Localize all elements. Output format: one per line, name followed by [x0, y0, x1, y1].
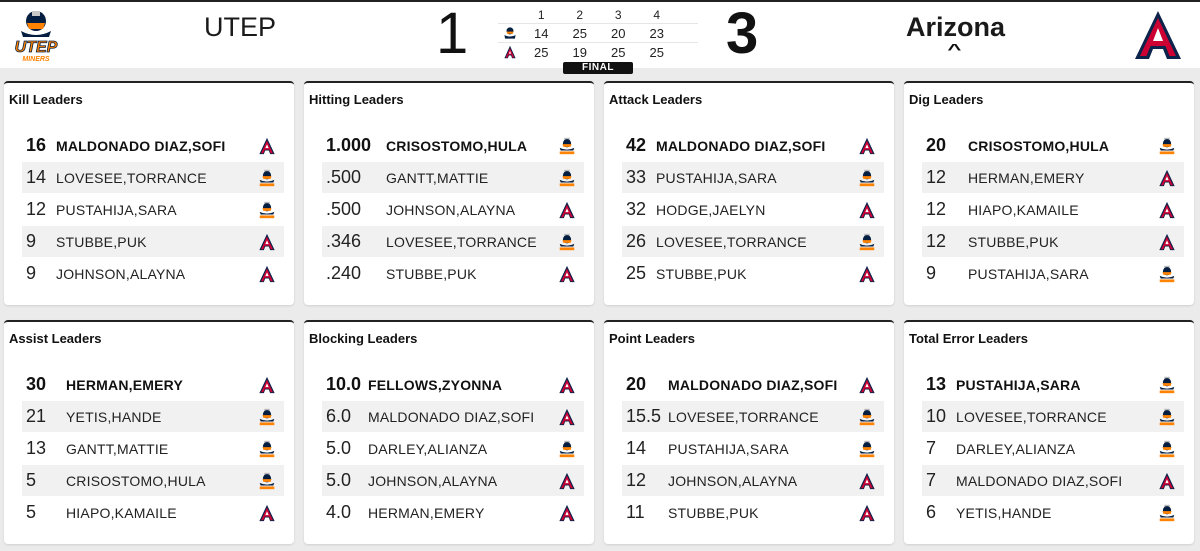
card-title: Hitting Leaders [309, 92, 404, 107]
linescore-header [498, 7, 698, 23]
leader-row[interactable] [622, 162, 884, 194]
player-name[interactable]: LOVESEE,TORRANCE [386, 233, 537, 250]
stat-value: 20 [926, 135, 947, 155]
stat-value: 1.000 [326, 135, 372, 155]
utep-miner-icon [1156, 502, 1178, 524]
linescore-row-arizona [498, 42, 698, 61]
stat-value: 4.0 [326, 502, 352, 522]
linescore [498, 7, 698, 61]
point-leaders-card [604, 320, 894, 544]
set-label: 3 [614, 8, 622, 22]
player-name[interactable]: JOHNSON,ALAYNA [368, 472, 498, 489]
arizona-a-icon [556, 502, 578, 524]
utep-miner-icon [1156, 263, 1178, 285]
leader-row[interactable] [22, 162, 284, 194]
stat-value: 6.0 [326, 406, 352, 426]
player-name[interactable]: STUBBE,PUK [668, 504, 759, 521]
utep-miner-icon [856, 438, 878, 460]
arizona-a-icon [256, 135, 278, 157]
leader-row[interactable] [922, 226, 1184, 258]
utep-miner-icon [556, 438, 578, 460]
stat-value: 5.0 [326, 470, 352, 490]
arizona-a-icon [856, 502, 878, 524]
player-name[interactable]: CRISOSTOMO,HULA [386, 137, 528, 154]
card-title: Dig Leaders [909, 92, 984, 107]
stat-value: 26 [626, 231, 647, 251]
card-title: Assist Leaders [9, 331, 102, 346]
leader-row[interactable] [922, 465, 1184, 497]
player-name[interactable]: LOVESEE,TORRANCE [56, 169, 207, 186]
player-name[interactable]: PUSTAHIJA,SARA [656, 169, 777, 186]
player-name[interactable]: MALDONADO DIAZ,SOFI [368, 408, 535, 425]
player-name[interactable]: JOHNSON,ALAYNA [56, 265, 186, 282]
player-name[interactable]: PUSTAHIJA,SARA [956, 376, 1081, 393]
stat-value: 14 [626, 438, 647, 458]
assist-leaders-card [4, 320, 294, 544]
set-score: 19 [572, 44, 587, 60]
set-label: 1 [537, 8, 545, 22]
svg-text:MINERS: MINERS [22, 56, 50, 63]
arizona-a-icon [256, 231, 278, 253]
set-score: 14 [534, 25, 549, 41]
set-label: 2 [576, 8, 584, 22]
leader-row[interactable] [322, 433, 584, 465]
player-name[interactable]: HERMAN,EMERY [66, 376, 183, 393]
player-name[interactable]: CRISOSTOMO,HULA [66, 472, 206, 489]
player-name[interactable]: GANTT,MATTIE [386, 169, 489, 186]
stat-value: .500 [326, 199, 362, 219]
utep-miner-icon [256, 406, 278, 428]
leader-list [22, 130, 284, 290]
player-name[interactable]: JOHNSON,ALAYNA [668, 472, 798, 489]
stat-value: 10 [926, 406, 947, 426]
utep-miner-icon [856, 167, 878, 189]
arizona-a-icon [498, 45, 522, 59]
leader-row[interactable] [22, 401, 284, 433]
stat-value: 42 [626, 135, 647, 155]
player-name[interactable]: STUBBE,PUK [386, 265, 477, 282]
stat-value: 10.0 [326, 374, 362, 394]
leader-list [322, 130, 584, 290]
utep-miner-icon [1156, 406, 1178, 428]
leader-row[interactable] [622, 401, 884, 433]
arizona-a-icon [1156, 470, 1178, 492]
set-score: 23 [649, 25, 664, 41]
player-name[interactable]: HERMAN,EMERY [368, 504, 485, 521]
attack-leaders-card [604, 81, 894, 305]
stat-value: 33 [626, 167, 647, 187]
leader-row[interactable] [922, 433, 1184, 465]
arizona-a-icon [856, 374, 878, 396]
stat-value: .240 [326, 263, 362, 283]
player-name[interactable]: STUBBE,PUK [656, 265, 747, 282]
leader-row[interactable] [322, 401, 584, 433]
stat-value: 25 [626, 263, 647, 283]
arizona-a-icon [256, 263, 278, 285]
leader-row[interactable] [322, 130, 584, 162]
set-score: 25 [534, 44, 549, 60]
stat-value: 12 [26, 199, 47, 219]
player-name[interactable]: LOVESEE,TORRANCE [656, 233, 807, 250]
leader-row[interactable] [22, 226, 284, 258]
leader-row[interactable] [322, 226, 584, 258]
player-name[interactable]: MALDONADO DIAZ,SOFI [656, 137, 826, 154]
leader-row[interactable] [922, 497, 1184, 529]
leader-row[interactable] [922, 130, 1184, 162]
leader-row[interactable] [322, 369, 584, 401]
player-name[interactable]: LOVESEE,TORRANCE [668, 408, 819, 425]
leader-row[interactable] [622, 258, 884, 290]
player-name[interactable]: HODGE,JAELYN [656, 201, 766, 218]
set-score: 25 [649, 44, 664, 60]
utep-miner-icon [556, 231, 578, 253]
chevron-up-icon[interactable]: ^ [947, 41, 962, 58]
blocking-leaders-card [304, 320, 594, 544]
leader-row[interactable] [322, 497, 584, 529]
leader-row[interactable] [322, 258, 584, 290]
player-name[interactable]: PUSTAHIJA,SARA [668, 440, 789, 457]
arizona-a-icon [1156, 231, 1178, 253]
arizona-a-icon [1156, 167, 1178, 189]
arizona-a-icon [256, 374, 278, 396]
player-name[interactable]: YETIS,HANDE [956, 504, 1052, 521]
arizona-a-icon [556, 470, 578, 492]
utep-miner-icon [256, 470, 278, 492]
set-score: 20 [611, 25, 626, 41]
linescore-row-utep [498, 23, 698, 42]
player-name[interactable]: DARLEY,ALIANZA [368, 440, 488, 457]
arizona-a-icon [556, 263, 578, 285]
stat-value: 12 [926, 167, 947, 187]
arizona-a-icon [556, 374, 578, 396]
player-name[interactable]: HERMAN,EMERY [968, 169, 1085, 186]
arizona-a-icon [856, 199, 878, 221]
leader-row[interactable] [322, 465, 584, 497]
player-name[interactable]: LOVESEE,TORRANCE [956, 408, 1107, 425]
home-score: 1 [436, 1, 469, 66]
player-name[interactable]: PUSTAHIJA,SARA [56, 201, 177, 218]
utep-miner-icon [256, 438, 278, 460]
arizona-a-icon [856, 135, 878, 157]
stat-value: 15.5 [626, 406, 662, 426]
player-name[interactable]: CRISOSTOMO,HULA [968, 137, 1110, 154]
utep-miner-icon [256, 199, 278, 221]
leader-list [622, 130, 884, 290]
leader-row[interactable] [22, 194, 284, 226]
player-name[interactable]: HIAPO,KAMAILE [66, 504, 177, 521]
utep-miner-icon [556, 135, 578, 157]
stat-value: 9 [26, 231, 37, 251]
home-team-name[interactable]: UTEP [204, 12, 277, 42]
stat-value: 11 [626, 502, 645, 522]
leader-row[interactable] [922, 258, 1184, 290]
scoreboard [0, 0, 1200, 68]
player-name[interactable]: MALDONADO DIAZ,SOFI [956, 472, 1123, 489]
stat-value: 5.0 [326, 438, 352, 458]
arizona-a-icon [556, 406, 578, 428]
stat-value: 12 [926, 231, 947, 251]
arizona-a-icon [856, 263, 878, 285]
stat-value: 13 [926, 374, 947, 394]
set-label: 4 [653, 8, 661, 22]
arizona-logo[interactable] [1128, 6, 1188, 64]
player-name[interactable]: YETIS,HANDE [66, 408, 162, 425]
arizona-a-icon [556, 199, 578, 221]
leader-row[interactable] [622, 497, 884, 529]
player-name[interactable]: PUSTAHIJA,SARA [968, 265, 1089, 282]
set-score: 25 [572, 25, 587, 41]
utep-miner-icon [498, 26, 522, 40]
leader-row[interactable] [622, 369, 884, 401]
utep-miner-icon [1156, 374, 1178, 396]
stat-value: 30 [26, 374, 47, 394]
leader-row[interactable] [922, 194, 1184, 226]
stat-value: 13 [26, 438, 47, 458]
card-title: Attack Leaders [609, 92, 703, 107]
player-name[interactable]: DARLEY,ALIANZA [956, 440, 1076, 457]
player-name[interactable]: JOHNSON,ALAYNA [386, 201, 516, 218]
leader-row[interactable] [922, 401, 1184, 433]
player-name[interactable]: FELLOWS,ZYONNA [368, 376, 503, 393]
player-name[interactable]: STUBBE,PUK [968, 233, 1059, 250]
leader-row[interactable] [22, 130, 284, 162]
utep-miner-icon [1156, 438, 1178, 460]
leader-list [322, 369, 584, 529]
stat-value: 20 [626, 374, 647, 394]
stat-value: 5 [26, 502, 37, 522]
kill-leaders-card [4, 81, 294, 305]
arizona-a-icon [856, 470, 878, 492]
stat-value: 12 [626, 470, 647, 490]
leader-row[interactable] [922, 369, 1184, 401]
player-name[interactable]: MALDONADO DIAZ,SOFI [668, 376, 838, 393]
total-error-leaders-card [904, 320, 1194, 544]
svg-text:UTEP: UTEP [14, 39, 58, 56]
stat-value: .500 [326, 167, 362, 187]
hitting-leaders-card [304, 81, 594, 305]
set-score: 25 [611, 44, 626, 60]
leader-row[interactable] [22, 465, 284, 497]
away-score: 3 [726, 1, 759, 66]
away-team-name[interactable]: Arizona [906, 12, 1006, 42]
leader-list [922, 369, 1184, 529]
leader-list [22, 369, 284, 529]
leader-row[interactable] [922, 162, 1184, 194]
leader-row[interactable] [322, 162, 584, 194]
leader-row[interactable] [22, 497, 284, 529]
stat-value: .346 [326, 231, 362, 251]
player-name[interactable]: MALDONADO DIAZ,SOFI [56, 137, 226, 154]
utep-logo[interactable] [6, 6, 66, 64]
game-status-badge: FINAL [563, 62, 633, 74]
leader-row[interactable] [22, 258, 284, 290]
utep-miner-icon [856, 406, 878, 428]
arizona-a-icon [1156, 199, 1178, 221]
leader-row[interactable] [622, 465, 884, 497]
stat-value: 9 [926, 263, 937, 283]
leader-row[interactable] [622, 130, 884, 162]
utep-miner-icon [256, 167, 278, 189]
card-title: Point Leaders [609, 331, 695, 346]
leader-row[interactable] [622, 433, 884, 465]
card-title: Total Error Leaders [909, 331, 1028, 346]
stat-value: 5 [26, 470, 37, 490]
card-title: Blocking Leaders [309, 331, 418, 346]
card-title: Kill Leaders [9, 92, 83, 107]
stat-value: 12 [926, 199, 947, 219]
leader-row[interactable] [22, 369, 284, 401]
stat-value: 7 [926, 470, 937, 490]
utep-miner-icon [1156, 135, 1178, 157]
utep-miner-icon [556, 167, 578, 189]
player-name[interactable]: GANTT,MATTIE [66, 440, 169, 457]
leader-list [622, 369, 884, 529]
leader-row[interactable] [22, 433, 284, 465]
leader-row[interactable] [622, 194, 884, 226]
dig-leaders-card [904, 81, 1194, 305]
leader-list [922, 130, 1184, 290]
utep-miner-icon [856, 231, 878, 253]
leader-row[interactable] [322, 194, 584, 226]
stat-value: 7 [926, 438, 937, 458]
arizona-a-icon [256, 502, 278, 524]
player-name[interactable]: HIAPO,KAMAILE [968, 201, 1079, 218]
stat-value: 14 [26, 167, 47, 187]
leader-row[interactable] [622, 226, 884, 258]
stat-value: 32 [626, 199, 647, 219]
stat-value: 16 [26, 135, 47, 155]
stat-value: 9 [26, 263, 37, 283]
player-name[interactable]: STUBBE,PUK [56, 233, 147, 250]
stat-value: 6 [926, 502, 937, 522]
stat-value: 21 [26, 406, 47, 426]
